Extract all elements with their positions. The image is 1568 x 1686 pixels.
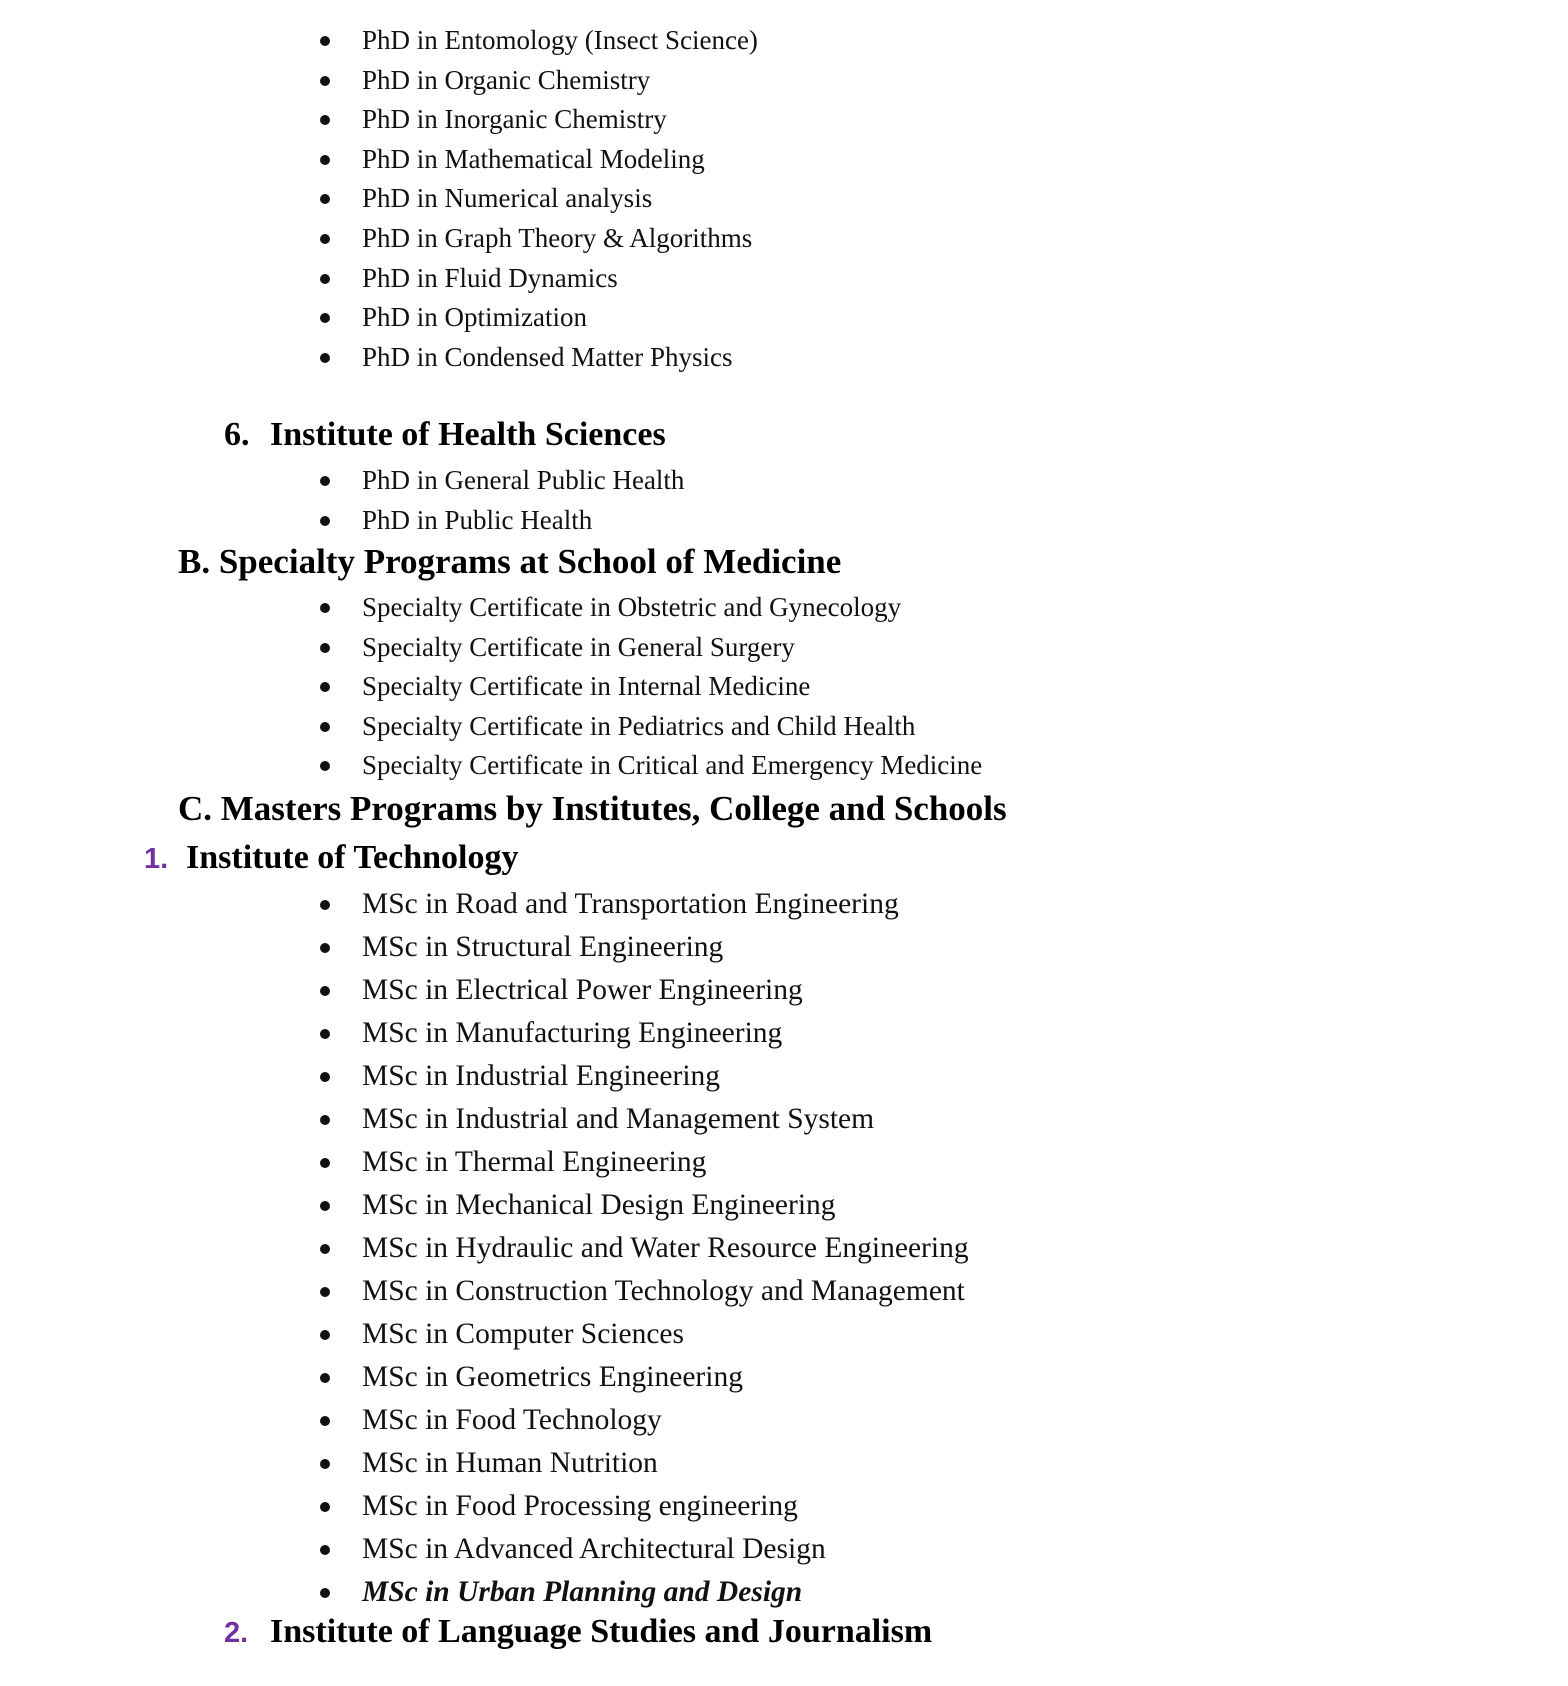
heading-title: Institute of Technology — [186, 839, 519, 876]
list-item: MSc in Industrial Engineering — [320, 1055, 969, 1098]
list-item: Specialty Certificate in Critical and Emergency Medicine — [320, 746, 982, 786]
list-item: MSc in Food Processing engineering — [320, 1485, 969, 1528]
heading-specialty-programs: B. Specialty Programs at School of Medicine — [178, 542, 842, 581]
heading-title: Institute of Language Studies and Journalism — [270, 1613, 933, 1650]
list-item: MSc in Computer Sciences — [320, 1313, 969, 1356]
list-item: PhD in Public Health — [320, 501, 684, 541]
heading-language-studies — [224, 1612, 932, 1653]
list-item: MSc in Mechanical Design Engineering — [320, 1184, 969, 1227]
list-item: PhD in Numerical analysis — [320, 179, 758, 219]
health-sciences-list — [320, 461, 684, 540]
list-item: Specialty Certificate in Internal Medicine — [320, 667, 982, 707]
list-item: MSc in Manufacturing Engineering — [320, 1012, 969, 1055]
list-item: MSc in Thermal Engineering — [320, 1141, 969, 1184]
heading-technology — [144, 838, 519, 879]
list-item: MSc in Advanced Architectural Design — [320, 1528, 969, 1571]
list-item: PhD in Organic Chemistry — [320, 61, 758, 101]
heading-title: Institute of Health Sciences — [270, 416, 666, 453]
list-item: PhD in General Public Health — [320, 461, 684, 501]
list-item: MSc in Road and Transportation Engineering — [320, 883, 969, 926]
list-item: PhD in Entomology (Insect Science) — [320, 21, 758, 61]
list-item: Specialty Certificate in Pediatrics and Child Health — [320, 707, 982, 747]
list-item: PhD in Graph Theory & Algorithms — [320, 219, 758, 259]
heading-health-sciences — [224, 415, 666, 455]
technology-masters-list — [320, 883, 969, 1614]
list-item: MSc in Food Technology — [320, 1399, 969, 1442]
specialty-programs-list — [320, 588, 982, 786]
phd-programs-list — [320, 21, 758, 377]
list-item: MSc in Construction Technology and Management — [320, 1270, 969, 1313]
heading-number: 2. — [224, 1617, 249, 1649]
list-item: PhD in Mathematical Modeling — [320, 140, 758, 180]
list-item: MSc in Urban Planning and Design — [320, 1571, 969, 1614]
heading-number: 6. — [224, 416, 250, 453]
heading-number: 1. — [144, 843, 169, 875]
list-item: MSc in Hydraulic and Water Resource Engineering — [320, 1227, 969, 1270]
list-item: PhD in Fluid Dynamics — [320, 259, 758, 299]
list-item: PhD in Inorganic Chemistry — [320, 100, 758, 140]
list-item: MSc in Industrial and Management System — [320, 1098, 969, 1141]
list-item: PhD in Optimization — [320, 298, 758, 338]
list-item: MSc in Structural Engineering — [320, 926, 969, 969]
list-item: MSc in Geometrics Engineering — [320, 1356, 969, 1399]
list-item: MSc in Human Nutrition — [320, 1442, 969, 1485]
heading-masters-programs: C. Masters Programs by Institutes, College and Schools — [178, 789, 1007, 828]
list-item: Specialty Certificate in General Surgery — [320, 628, 982, 668]
list-item: Specialty Certificate in Obstetric and Gynecology — [320, 588, 982, 628]
list-item: PhD in Condensed Matter Physics — [320, 338, 758, 378]
list-item: MSc in Electrical Power Engineering — [320, 969, 969, 1012]
